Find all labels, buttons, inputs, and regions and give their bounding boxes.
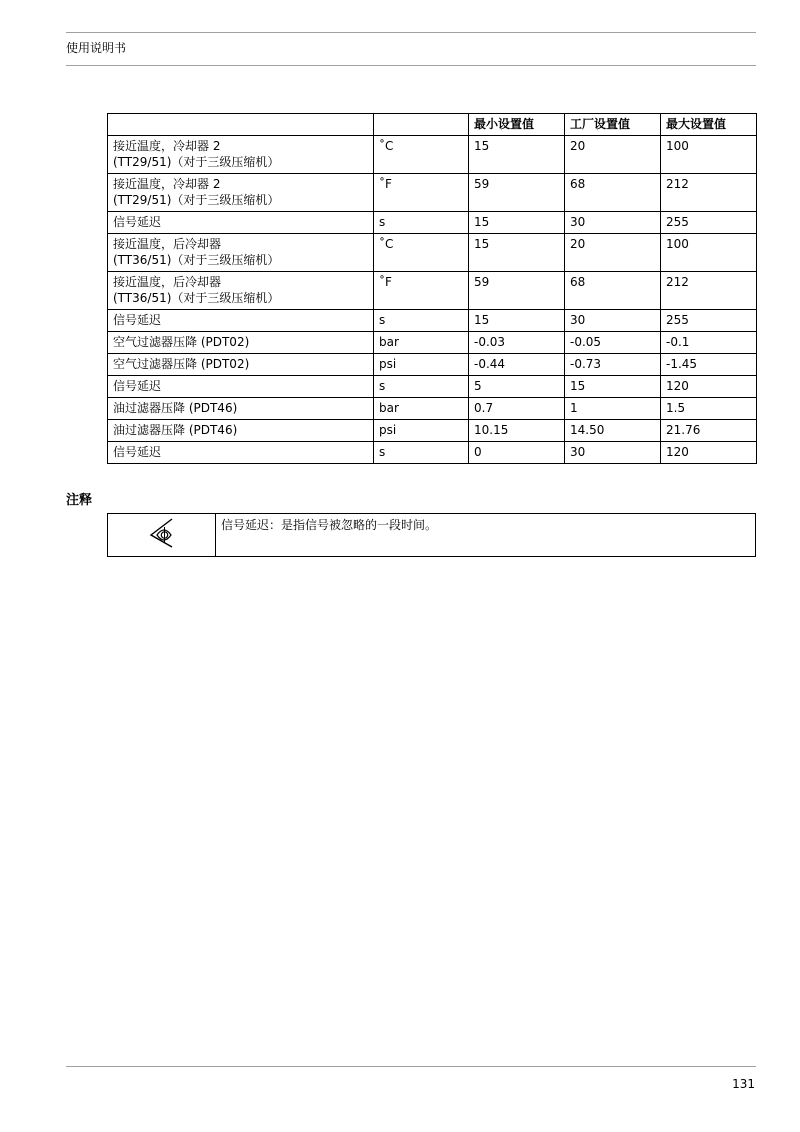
parameter-cell (108, 442, 374, 464)
max-value-cell: 1.5 (661, 398, 757, 420)
max-value-cell: 120 (661, 376, 757, 398)
parameter-name: 接近温度，冷却器 2 (113, 139, 221, 153)
max-value-cell: 255 (661, 310, 757, 332)
unit-cell: s (374, 442, 469, 464)
note-row (108, 514, 756, 557)
column-header-max: 最大设置值 (661, 114, 757, 136)
max-value-cell: 21.76 (661, 420, 757, 442)
max-value-cell: -0.1 (661, 332, 757, 354)
unit-cell: s (374, 212, 469, 234)
note-icon-cell (108, 514, 216, 557)
parameter-name: 空气过滤器压降 (PDT02) (113, 357, 250, 371)
min-value-cell: 10.15 (469, 420, 565, 442)
parameter-name: 信号延迟 (113, 215, 162, 229)
table-row (108, 272, 757, 310)
unit-cell: bar (374, 332, 469, 354)
factory-value-cell: -0.05 (565, 332, 661, 354)
note-text: 信号延迟：是指信号被忽略的一段时间。 (216, 514, 756, 557)
parameter-name: 油过滤器压降 (PDT46) (113, 423, 238, 437)
header-bottom-rule (66, 65, 756, 66)
max-value-cell: 212 (661, 272, 757, 310)
table-header-row (108, 114, 757, 136)
parameter-cell (108, 174, 374, 212)
unit-cell: ˚C (374, 234, 469, 272)
factory-value-cell: 30 (565, 310, 661, 332)
column-header-unit (374, 114, 469, 136)
column-header-min: 最小设置值 (469, 114, 565, 136)
parameter-name: 信号延迟 (113, 313, 162, 327)
parameter-subtitle: (TT29/51)（对于三级压缩机） (113, 193, 280, 207)
parameter-subtitle: (TT36/51)（对于三级压缩机） (113, 253, 280, 267)
unit-cell: ˚C (374, 136, 469, 174)
min-value-cell: 15 (469, 234, 565, 272)
factory-value-cell: 15 (565, 376, 661, 398)
parameter-name: 空气过滤器压降 (PDT02) (113, 335, 250, 349)
max-value-cell: 100 (661, 136, 757, 174)
parameter-cell (108, 212, 374, 234)
parameter-cell (108, 376, 374, 398)
parameter-cell (108, 272, 374, 310)
parameter-cell (108, 398, 374, 420)
factory-value-cell: 68 (565, 174, 661, 212)
settings-table (107, 113, 757, 464)
column-header-parameter (108, 114, 374, 136)
parameter-cell (108, 420, 374, 442)
table-row (108, 174, 757, 212)
table-row (108, 420, 757, 442)
table-row (108, 442, 757, 464)
min-value-cell: 15 (469, 136, 565, 174)
factory-value-cell: 14.50 (565, 420, 661, 442)
unit-cell: s (374, 310, 469, 332)
unit-cell: psi (374, 420, 469, 442)
table-row (108, 136, 757, 174)
table-row (108, 212, 757, 234)
min-value-cell: 0.7 (469, 398, 565, 420)
parameter-name: 接近温度，后冷却器 (113, 275, 222, 289)
min-value-cell: -0.44 (469, 354, 565, 376)
header-top-rule (66, 32, 756, 33)
factory-value-cell: 30 (565, 212, 661, 234)
page-number: 131 (732, 1077, 755, 1091)
table-body (108, 136, 757, 464)
column-header-factory: 工厂设置值 (565, 114, 661, 136)
parameter-subtitle: (TT29/51)（对于三级压缩机） (113, 155, 280, 169)
factory-value-cell: 30 (565, 442, 661, 464)
parameter-name: 信号延迟 (113, 445, 162, 459)
min-value-cell: 59 (469, 272, 565, 310)
parameter-name: 接近温度，冷却器 2 (113, 177, 221, 191)
min-value-cell: 15 (469, 310, 565, 332)
footer-rule (66, 1066, 756, 1067)
min-value-cell: -0.03 (469, 332, 565, 354)
parameter-name: 信号延迟 (113, 379, 162, 393)
parameter-cell (108, 354, 374, 376)
min-value-cell: 5 (469, 376, 565, 398)
parameter-cell (108, 234, 374, 272)
min-value-cell: 0 (469, 442, 565, 464)
unit-cell: s (374, 376, 469, 398)
table-row (108, 332, 757, 354)
unit-cell: ˚F (374, 174, 469, 212)
factory-value-cell: -0.73 (565, 354, 661, 376)
unit-cell: bar (374, 398, 469, 420)
max-value-cell: -1.45 (661, 354, 757, 376)
parameter-name: 接近温度，后冷却器 (113, 237, 222, 251)
note-box (107, 513, 756, 557)
unit-cell: psi (374, 354, 469, 376)
table-row (108, 234, 757, 272)
parameter-cell (108, 136, 374, 174)
unit-cell: ˚F (374, 272, 469, 310)
parameter-name: 油过滤器压降 (PDT46) (113, 401, 238, 415)
parameter-cell (108, 332, 374, 354)
min-value-cell: 15 (469, 212, 565, 234)
page-header-title: 使用说明书 (66, 41, 127, 55)
max-value-cell: 100 (661, 234, 757, 272)
factory-value-cell: 20 (565, 234, 661, 272)
max-value-cell: 255 (661, 212, 757, 234)
eye-note-icon (147, 517, 177, 549)
notes-heading: 注释 (66, 493, 93, 508)
factory-value-cell: 68 (565, 272, 661, 310)
table-row (108, 376, 757, 398)
min-value-cell: 59 (469, 174, 565, 212)
table-row (108, 398, 757, 420)
table-row (108, 310, 757, 332)
parameter-subtitle: (TT36/51)（对于三级压缩机） (113, 291, 280, 305)
table-row (108, 354, 757, 376)
max-value-cell: 212 (661, 174, 757, 212)
factory-value-cell: 1 (565, 398, 661, 420)
factory-value-cell: 20 (565, 136, 661, 174)
parameter-cell (108, 310, 374, 332)
max-value-cell: 120 (661, 442, 757, 464)
